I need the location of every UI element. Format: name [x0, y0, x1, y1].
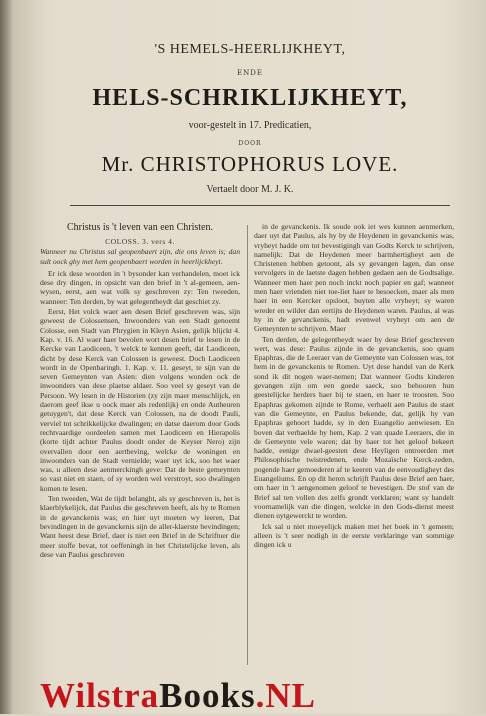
- watermark-part-2: Books: [159, 676, 256, 715]
- watermark-part-1: Wilstra: [40, 676, 160, 715]
- right-paragraphs: [254, 222, 454, 549]
- left-paragraphs: [40, 269, 240, 559]
- title-conjunction-1: ENDE: [237, 69, 263, 77]
- paragraph: Eerst, Het volck waer aen desen Brief geschreven was, sijn geweest de Colossensen, Inwoonders van een Stadt genoemt Colosse, een Stadt van Phrygien in Kleyn Asien, gelijk blijckt 4. Kap. v. 16. Al waer haer bevolen wort desen brief te lesen in de Kercke van Laodiceen, 't welck te kennen geeft, dat Laodiceen, dicht by dese Kerck van Colossen is geweest. Doch Laodiceen wordt in de Openbaringh. 1. Kap. v. 11. geseyt, te sijn van de seven Gemeynten van Asien: dien volgens wonden ock de inwoonders van dese plaetse aldaer. Soo veel sy geseyt van de Persoon. Wy lesen in de Historien (zy zijn maer menschlijck, en daerom geef ikse u oock maer als redenlijk) en onde Autheuren getuygen't, dat dese Kerck van Colossen, na de doodt Pauli, verviel tot schrikkelijcke dwalingen; en datse daerom door Gods rechtvaardige oordeelen samen met Laodiceen en Hierapolis (korte tijdt achter Paulus doodt onder de Keyser Nero) zijn overvallen door een aertbeving, welcke de woningen en inwoonders van de Stadt vernielde; waer uyt ick, soo het waer was, u alleen dese aenmerckingh geve: Dat de beste gemeynten so vast niet en staen, of sy worden wel verstroyt, soo dwalingen komen te lesen.: [40, 307, 240, 493]
- right-column: [254, 222, 454, 682]
- author-name: Mr. CHRISTOPHORUS LOVE.: [101, 152, 399, 176]
- section-title: Christus is 't leven van een Christen.: [67, 222, 213, 233]
- paragraph: Ten derden, de gelegentheydt waer by dese Brief geschreven wert, was dese: Paulus zijnde in de gevanckenis, soo quam Epaphras, die de Leeraer van de Gemeynte van Colossen was, tot hem in de gevanckenis te Romen. Uyt dese handel van de Kerk sond ik dit nogen waer-nemen; Dat wanneer Godts kinderen gevangen zijn om een goede saeck, soo behooren hun geestelijcke herders haer bij te staen, en haer te troosten. Soo Epaphras gekomen zijnde te Rome, verhaelt aen Paulus de staet van die Gemeynte, en Paulus bekende, dat, gelijk hy van Epaphras gehoort hadde, sy in den Euangelio aenwiesen. En boven dat verhaelde hy hem, Kap. 2 van quade Leeraers, die in de Gemeynte vele waren; dat hy haer tot het geloof bekeert hadde, eenige dwael-geesten dese Heyligen ontroerden met Philosophische twistredenen, ende Mozaïsche Kerck-zeden, pogende haer gemoederen af te keeren van de eenvoudigheyt des Euangeliums. En op dit heren schrijft Paulus dese Brief aen haer, om haer in 't aengenomen geloof te bevestigen. De stof van de Brief sal ten vollen des zelfs grondt verklaren; want sy handelt voornamelijk van die dingen, welcke in den Gods-dienst meest dienen uytgewerckt te worden.: [254, 334, 454, 521]
- paragraph: in de gevanckenis. Ik soude ook iet wes kunnen aenmerken, daer uyt dat Paulus, als hy by de Heydenen in gevanckenis was, vryheyt hadde om tot bevestigingh van Godts Kerck te schrijven, namelijk: Dat de Heydenen meer barmhertigheyt aen de Christenen hebben getoont, als sy gevangen lagen, dan onse vervolgers in de laetste dagen hebben gedaen aen de Godtsalige. Wanneer men haer pen noch inckt noch papier en gaf; wanneer men haer vrienden niet toe-liet haer te besoecken, maer als men haer in een Kercker opsloot, buyten alle vryheyt; sy waren wreder en wilder dan eertijts de Heydenen waren. Paulus, al was hy in de gevanckenis, hadt evenwel vryheyt om aen de Gemeynten te schrijven. Maer: [254, 222, 454, 334]
- translator-line: Vertaelt door M. J. K.: [206, 184, 294, 195]
- column-divider: [247, 225, 248, 665]
- watermark-part-3: .NL: [255, 676, 316, 715]
- header-rule: [70, 205, 450, 206]
- scripture-quote: Wanneer nu Christus sal geopenbaert zijn, die ons leven is; dan sult oock ghy met hem geopenbaert worden in heerlijckheyt.: [40, 247, 240, 266]
- paragraph: Ick sal u niet moeyelijck maken met het boek in 't gemeen; alleen is 't seer nodigh in de eerste verklaringe van sommige dingen ick u: [254, 521, 454, 550]
- paragraph: Er ick dese woorden in 't bysonder kan verhandelen, moet ick dese dry dingen, in opsicht van den brief in 't al-gemeen, aen-wysen, eerst, aen wat volk sy geschreven zy: Ten tweeden, wanneer: Ten derden, by wat gelegentheydt dat geschiet zy.: [40, 268, 240, 306]
- scripture-reference: COLOSS. 3. vers 4.: [105, 237, 175, 246]
- title-line-2: HELS-SCHRIKLIJKHEYT,: [92, 85, 408, 111]
- title-line-1: 'S HEMELS-HEERLIJKHEYT,: [154, 42, 346, 57]
- left-column: [40, 222, 240, 682]
- title-conjunction-2: DOOR: [238, 140, 262, 147]
- title-line-3: voor-gestelt in 17. Predicatien,: [188, 120, 312, 131]
- book-spine-shadow: [0, 0, 14, 714]
- paragraph: Ten tweeden, Wat de tijdt belanght, als sy geschreven is, het is klaerblykelijck, dat Paulus die geschreven heeft, als hy te Romen in de gevanckenis was; en hier uyt moeten wy leeren, Dat bevindingen in de gevanckenis sijn de aller-klaerste bevindingen; Want heest dese Brief, daer is niet een Brief in de Schriftuer die meer stoffe bevat, tot oeffeningh in het Christelijcke leven, als dese van Paulus geschreven: [40, 494, 240, 559]
- watermark-logo: [40, 676, 480, 716]
